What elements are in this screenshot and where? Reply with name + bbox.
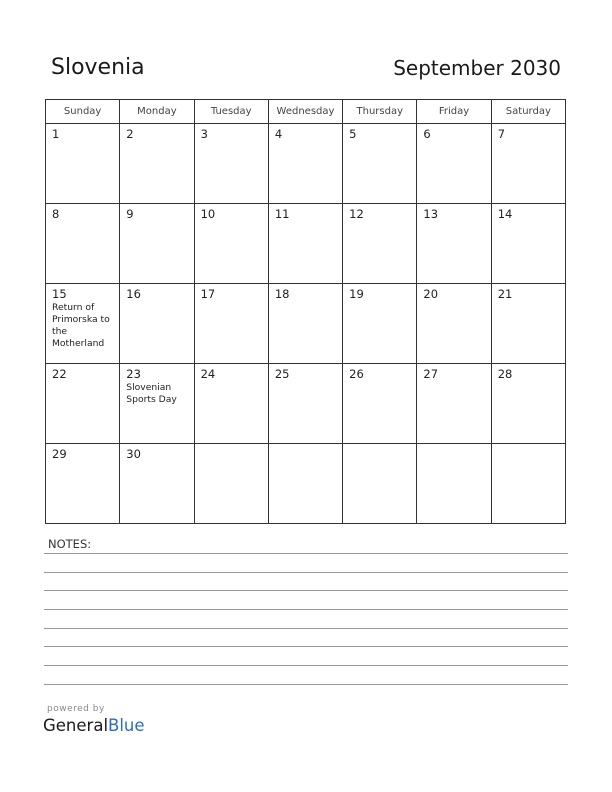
day-number: 23 <box>126 367 141 381</box>
calendar-week-row <box>46 444 566 524</box>
day-number: 15 <box>52 287 67 301</box>
day-number: 12 <box>349 207 364 221</box>
note-line <box>44 628 568 629</box>
calendar-day-cell <box>343 124 417 204</box>
note-line <box>44 646 568 647</box>
calendar-day-cell <box>491 204 565 284</box>
day-number: 20 <box>423 287 439 301</box>
calendar-day-cell <box>120 124 194 204</box>
day-number: 9 <box>126 207 134 221</box>
day-number: 28 <box>497 367 513 381</box>
day-number: 25 <box>274 367 290 381</box>
day-number: 2 <box>126 127 134 141</box>
calendar-day-cell <box>491 364 565 444</box>
calendar-day-cell <box>46 124 120 204</box>
calendar-day-cell <box>120 204 194 284</box>
calendar-day-cell <box>120 364 194 444</box>
day-number: 14 <box>497 207 513 221</box>
calendar-week-row <box>46 204 566 284</box>
calendar-week-row <box>46 364 566 444</box>
calendar-day-cell <box>417 204 491 284</box>
weekday-sunday: Sunday <box>46 100 120 124</box>
calendar-day-cell <box>194 204 268 284</box>
country-title: Slovenia <box>51 55 145 80</box>
weekday-friday: Friday <box>417 100 491 124</box>
day-number: 6 <box>423 127 431 141</box>
calendar-day-cell <box>268 204 342 284</box>
day-number: 3 <box>200 127 208 141</box>
day-number: 24 <box>200 367 216 381</box>
powered-by-text: powered by <box>47 704 105 714</box>
weekday-tuesday: Tuesday <box>194 100 268 124</box>
calendar-day-cell <box>194 284 268 364</box>
calendar-day-cell <box>268 284 342 364</box>
calendar-day-cell <box>343 284 417 364</box>
calendar-day-cell <box>268 444 342 524</box>
weekday-wednesday: Wednesday <box>268 100 342 124</box>
day-number: 8 <box>52 207 60 221</box>
calendar-day-cell <box>194 444 268 524</box>
calendar-day-cell <box>120 284 194 364</box>
calendar-day-cell <box>46 444 120 524</box>
day-number: 10 <box>200 207 216 221</box>
day-number: 16 <box>126 287 141 301</box>
day-number: 18 <box>274 287 290 301</box>
calendar-day-cell <box>491 444 565 524</box>
day-number: 7 <box>497 127 506 141</box>
note-line <box>44 665 568 666</box>
note-line <box>44 590 568 591</box>
day-number: 29 <box>52 447 67 461</box>
calendar-week-row <box>46 284 566 364</box>
calendar-day-cell <box>343 364 417 444</box>
day-number: 17 <box>200 287 216 301</box>
day-number: 4 <box>274 127 283 141</box>
day-number: 21 <box>497 287 513 301</box>
weekday-saturday: Saturday <box>491 100 565 124</box>
calendar-day-cell <box>194 364 268 444</box>
notes-label: NOTES: <box>48 537 92 551</box>
calendar-day-cell <box>417 444 491 524</box>
calendar-day-cell <box>268 364 342 444</box>
calendar-day-cell <box>343 204 417 284</box>
calendar-day-cell <box>46 284 120 364</box>
calendar-day-cell <box>491 124 565 204</box>
day-number: 30 <box>126 447 141 461</box>
holiday-event: Return of Primorska to the Motherland <box>52 302 110 349</box>
calendar-day-cell <box>343 444 417 524</box>
note-line <box>44 684 568 685</box>
calendar-day-cell <box>417 124 491 204</box>
day-number: 27 <box>423 367 439 381</box>
brand-blue: Blue <box>108 716 145 735</box>
calendar-day-cell <box>120 444 194 524</box>
day-number: 11 <box>274 207 290 221</box>
note-line <box>44 609 568 610</box>
calendar-day-cell <box>46 364 120 444</box>
calendar-grid <box>45 99 566 524</box>
generalblue-logo[interactable] <box>43 716 145 735</box>
holiday-event: Slovenian Sports Day <box>126 382 177 405</box>
calendar-day-cell <box>268 124 342 204</box>
day-number: 19 <box>349 287 364 301</box>
weekday-monday: Monday <box>120 100 194 124</box>
calendar-day-cell <box>417 284 491 364</box>
day-number: 22 <box>52 367 67 381</box>
calendar-day-cell <box>417 364 491 444</box>
calendar-day-cell <box>194 124 268 204</box>
calendar-week-row <box>46 124 566 204</box>
weekday-thursday: Thursday <box>343 100 417 124</box>
day-number: 26 <box>349 367 364 381</box>
day-number: 5 <box>349 127 357 141</box>
day-number: 13 <box>423 207 439 221</box>
note-line <box>44 553 568 554</box>
note-line <box>44 572 568 573</box>
month-year-title: September 2030 <box>393 56 561 80</box>
day-number: 1 <box>52 127 60 141</box>
brand-general: General <box>43 716 109 735</box>
weekday-header-row <box>46 100 566 124</box>
calendar-day-cell <box>491 284 565 364</box>
calendar-day-cell <box>46 204 120 284</box>
